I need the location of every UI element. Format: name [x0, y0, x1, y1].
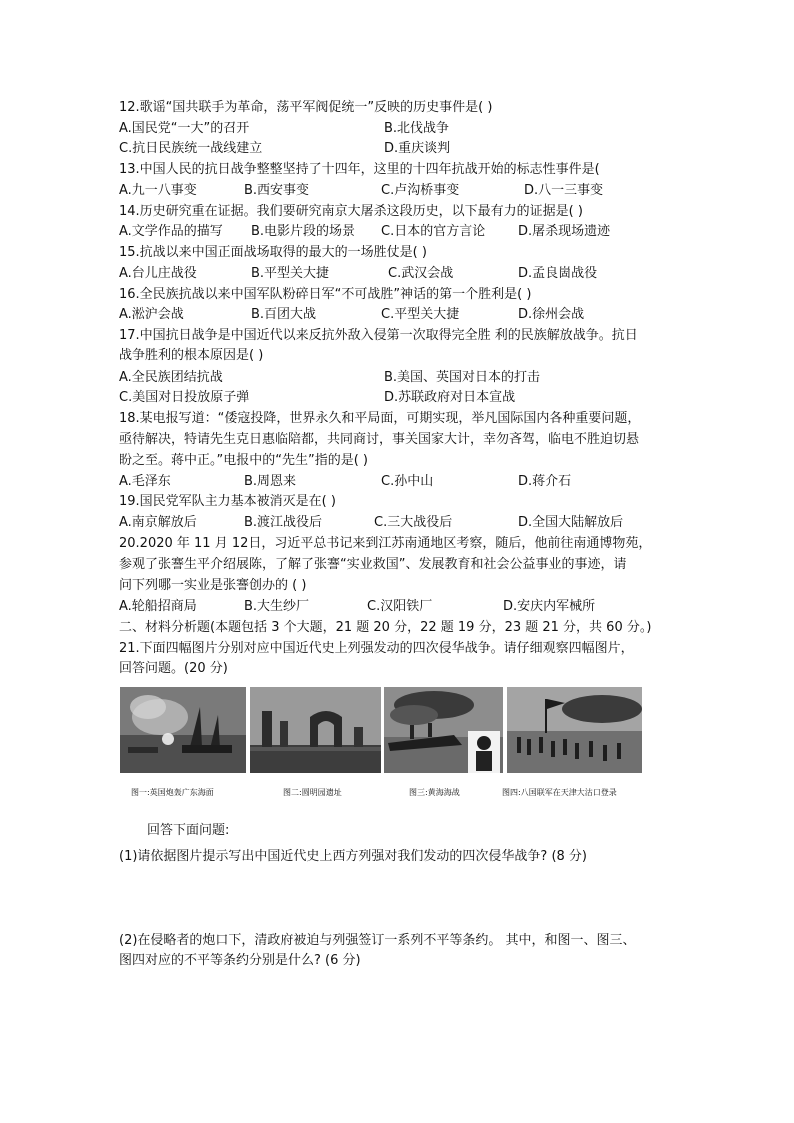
- q19-option-c: C.三大战役后: [374, 515, 453, 530]
- question-20-stem-line-2: 参观了张謇生平介绍展陈，了解了张謇“实业救国”、发展教育和社会公益事业的事迹，请: [119, 557, 627, 572]
- caption-figure-3: 图三:黄海海战: [409, 788, 460, 797]
- q12-option-c: C.抗日民族统一战线建立: [119, 141, 263, 156]
- q20-option-d: D.安庆内军械所: [503, 599, 596, 614]
- question-15-stem: 15.抗战以来中国正面战场取得的最大的一场胜仗是( ): [119, 245, 427, 260]
- q18-option-c: C.孙中山: [381, 474, 434, 489]
- q15-option-b: B.平型关大捷: [251, 266, 330, 281]
- sub-question-2-line-2: 图四对应的不平等条约分别是什么? (6 分): [119, 953, 361, 968]
- answer-prompt: 回答下面问题:: [147, 823, 230, 838]
- q13-option-b: B.西安事变: [244, 183, 310, 198]
- q12-option-d: D.重庆谈判: [384, 141, 451, 156]
- caption-figure-2: 图二:圆明园遗址: [283, 788, 342, 797]
- q20-option-a: A.轮船招商局: [119, 599, 197, 614]
- question-20-stem-line-3: 问下列哪一实业是张謇创办的 ( ): [119, 578, 307, 593]
- q17-option-d: D.苏联政府对日本宣战: [384, 390, 516, 405]
- q19-option-b: B.渡江战役后: [244, 515, 323, 530]
- section-2-heading: 二、材料分析题(本题包括 3 个大题，21 题 20 分，22 题 19 分，23 题 21 分，共 60 分。): [119, 620, 652, 635]
- photo-yuanmingyuan-ruins: [250, 687, 381, 773]
- photo-yellow-sea-battle: [384, 687, 503, 773]
- q14-option-b: B.电影片段的场景: [251, 224, 356, 239]
- q18-option-d: D.蒋介石: [518, 474, 572, 489]
- q20-option-c: C.汉阳铁厂: [367, 599, 433, 614]
- q13-option-c: C.卢沟桥事变: [381, 183, 460, 198]
- q15-option-d: D.孟良崮战役: [518, 266, 598, 281]
- q19-option-a: A.南京解放后: [119, 515, 197, 530]
- q16-option-c: C.平型关大捷: [381, 307, 460, 322]
- q12-option-b: B.北伐战争: [384, 121, 450, 136]
- q16-option-b: B.百团大战: [251, 307, 317, 322]
- q12-option-a: A.国民党“一大”的召开: [119, 121, 250, 136]
- sub-question-1: (1)请依据图片提示写出中国近代史上西方列强对我们发动的四次侵华战争? (8 分): [119, 849, 587, 864]
- question-14-stem: 14.历史研究重在证据。我们要研究南京大屠杀这段历史，以下最有力的证据是( ): [119, 204, 583, 219]
- q18-option-a: A.毛泽东: [119, 474, 171, 489]
- q14-option-c: C.日本的官方言论: [381, 224, 486, 239]
- photo-british-shelling: [120, 687, 246, 773]
- question-21-stem-line-1: 21.下面四幅图片分别对应中国近代史上列强发动的四次侵华战争。请仔细观察四幅图片，: [119, 641, 634, 656]
- q13-option-a: A.九一八事变: [119, 183, 197, 198]
- q16-option-d: D.徐州会战: [518, 307, 585, 322]
- q15-option-a: A.台儿庄战役: [119, 266, 197, 281]
- question-21-stem-line-2: 回答问题。(20 分): [119, 661, 228, 676]
- caption-figure-1: 图一:英国炮轰广东海面: [131, 788, 214, 797]
- question-16-stem: 16.全民族抗战以来中国军队粉碎日军“不可战胜”神话的第一个胜利是( ): [119, 287, 532, 302]
- question-19-stem: 19.国民党军队主力基本被消灭是在( ): [119, 494, 336, 509]
- question-18-stem-line-3: 盼之至。蒋中正。”电报中的“先生”指的是( ): [119, 453, 368, 468]
- question-13-stem: 13.中国人民的抗日战争整整坚持了十四年，这里的十四年抗战开始的标志性事件是(: [119, 162, 600, 177]
- sub-question-2-line-1: (2)在侵略者的炮口下，清政府被迫与列强签订一系列不平等条约。 其中，和图一、图三、: [119, 933, 636, 948]
- q13-option-d: D.八一三事变: [524, 183, 604, 198]
- q14-option-d: D.屠杀现场遗迹: [518, 224, 611, 239]
- q17-option-b: B.美国、英国对日本的打击: [384, 370, 541, 385]
- caption-figure-4: 图四:八国联军在天津大沽口登录: [502, 788, 617, 797]
- photo-eight-nation-alliance: [507, 687, 642, 773]
- q14-option-a: A.文学作品的描写: [119, 224, 223, 239]
- q18-option-b: B.周恩来: [244, 474, 297, 489]
- q16-option-a: A.淞沪会战: [119, 307, 184, 322]
- question-17-stem-line-2: 战争胜利的根本原因是( ): [119, 348, 264, 363]
- question-17-stem-line-1: 17.中国抗日战争是中国近代以来反抗外敌入侵第一次取得完全胜 利的民族解放战争。抗日: [119, 328, 638, 343]
- q15-option-c: C.武汉会战: [388, 266, 454, 281]
- question-20-stem-line-1: 20.2020 年 11 月 12日，习近平总书记来到江苏南通地区考察，随后，他前往南通博物苑，: [119, 536, 652, 551]
- question-18-stem-line-1: 18.某电报写道：“倭寇投降，世界永久和平局面，可期实现，举凡国际国内各种重要问题，: [119, 411, 641, 426]
- question-12-stem: 12.歌谣“国共联手为革命，荡平军阀促统一”反映的历史事件是( ): [119, 100, 493, 115]
- q17-option-a: A.全民族团结抗战: [119, 370, 223, 385]
- q19-option-d: D.全国大陆解放后: [518, 515, 624, 530]
- q20-option-b: B.大生纱厂: [244, 599, 310, 614]
- question-18-stem-line-2: 亟待解决，特请先生克日惠临陪都，共同商讨，事关国家大计，幸勿吝驾，临电不胜迫切悬: [119, 432, 640, 447]
- q17-option-c: C.美国对日投放原子弹: [119, 390, 250, 405]
